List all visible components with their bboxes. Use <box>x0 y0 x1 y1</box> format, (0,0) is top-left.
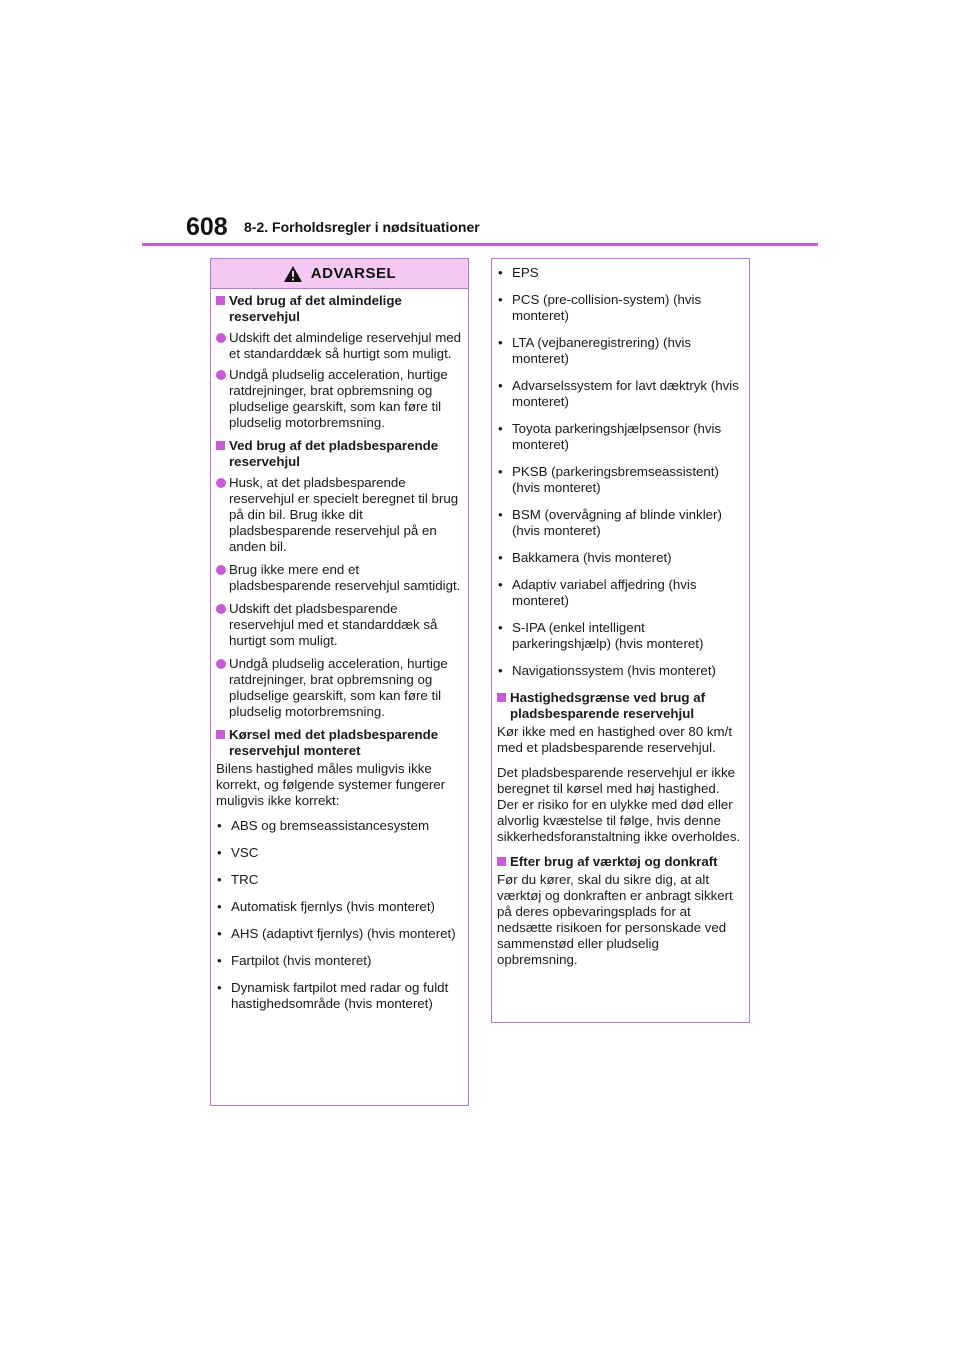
paragraph: Brug ikke mere end et pladsbesparende reservehjul samtidigt. <box>216 562 462 594</box>
list-item: • ABS og bremseassistancesystem <box>217 818 430 833</box>
warning-triangle-icon <box>283 265 303 283</box>
warning-box <box>210 258 469 1106</box>
list-item: • S-IPA (enkel intelligent parkeringshjælp) (hvis monteret) <box>498 620 704 651</box>
list-item: • PCS (pre-collision-system) (hvis monteret) <box>498 292 702 323</box>
warning-title: ADVARSEL <box>310 265 397 282</box>
intro-text: Bilens hastighed måles muligvis ikke korrekt, og følgende systemer fungerer muligvis ikke korrekt: <box>216 761 446 808</box>
paragraph: Kør ikke med en hastighed over 80 km/t med et pladsbesparende reservehjul. <box>497 724 733 755</box>
list-item: • Toyota parkeringshjælpsensor (hvis monteret) <box>498 421 722 452</box>
list-item: • Automatisk fjernlys (hvis monteret) <box>217 899 435 914</box>
square-bullet-icon <box>216 730 225 739</box>
list-item: • Adaptiv variabel affjedring (hvis monteret) <box>498 577 697 608</box>
list-item: • Bakkamera (hvis monteret) <box>498 550 672 565</box>
list-item: • Fartpilot (hvis monteret) <box>217 953 372 968</box>
circle-bullet-icon <box>216 478 226 488</box>
heading-compact-spare: Ved brug af det pladsbesparende reservehjul <box>216 438 462 470</box>
list-item: • VSC <box>217 845 259 860</box>
warning-content-continued <box>492 259 749 968</box>
circle-bullet-icon <box>216 333 226 343</box>
paragraph: Før du kører, skal du sikre dig, at alt værktøj og donkraften er anbragt sikkert på deres opbevaringsplads for at nedsætte risikoen for personskade ved sammenstød eller pludselig opbremsning. <box>497 872 733 967</box>
paragraph: Undgå pludselig acceleration, hurtige ratdrejninger, brat opbremsning og pludselige gearskift, som kan føre til pludselig motorbremsning. <box>216 656 462 720</box>
square-bullet-icon <box>497 857 506 866</box>
square-bullet-icon <box>497 693 506 702</box>
circle-bullet-icon <box>216 370 226 380</box>
list-item: • BSM (overvågning af blinde vinkler) (hvis monteret) <box>498 507 722 538</box>
circle-bullet-icon <box>216 659 226 669</box>
list-item: • TRC <box>217 872 259 887</box>
page-number: 608 <box>186 213 228 241</box>
list-item: • Navigationssystem (hvis monteret) <box>498 663 716 678</box>
square-bullet-icon <box>216 441 225 450</box>
section-title: 8-2. Forholdsregler i nødsituationer <box>244 219 480 235</box>
list-item: • LTA (vejbaneregistrering) (hvis monteret) <box>498 335 692 366</box>
heading-speed-limit: Hastighedsgrænse ved brug af pladsbesparende reservehjul <box>497 690 743 722</box>
list-item: • EPS <box>498 265 539 280</box>
header-rule <box>142 243 818 246</box>
list-item: • Advarselssystem for lavt dæktryk (hvis monteret) <box>498 378 739 409</box>
heading-ordinary-spare: Ved brug af det almindelige reservehjul <box>216 293 462 325</box>
list-item: • PKSB (parkeringsbremseassistent) (hvis monteret) <box>498 464 719 495</box>
paragraph: Undgå pludselig acceleration, hurtige ratdrejninger, brat opbremsning og pludselige gearskift, som kan føre til pludselig motorbremsning. <box>216 367 462 431</box>
paragraph: Husk, at det pladsbesparende reservehjul er specielt beregnet til brug på din bil. Brug ikke dit pladsbesparende reservehjul på en anden bil. <box>216 475 462 555</box>
list-item: • AHS (adaptivt fjernlys) (hvis monteret) <box>217 926 456 941</box>
list-item: • Dynamisk fartpilot med radar og fuldt hastighedsområde (hvis monteret) <box>217 980 449 1011</box>
circle-bullet-icon <box>216 604 226 614</box>
warning-box-continued <box>491 258 750 1023</box>
warning-content <box>211 289 468 1012</box>
warning-header <box>211 259 468 289</box>
heading-driving-compact-spare: Kørsel med det pladsbesparende reservehjul monteret <box>216 727 462 759</box>
square-bullet-icon <box>216 296 225 305</box>
circle-bullet-icon <box>216 565 226 575</box>
paragraph: Det pladsbesparende reservehjul er ikke beregnet til kørsel med høj hastighed. Der er risiko for en ulykke med død eller alvorlig kvæstelse til følge, hvis denne sikkerhedsforanstaltning ikke overholdes. <box>497 765 741 844</box>
heading-after-tools: Efter brug af værktøj og donkraft <box>497 854 743 870</box>
paragraph: Udskift det almindelige reservehjul med et standarddæk så hurtigt som muligt. <box>216 330 462 362</box>
paragraph: Udskift det pladsbesparende reservehjul med et standarddæk så hurtigt som muligt. <box>216 601 462 649</box>
